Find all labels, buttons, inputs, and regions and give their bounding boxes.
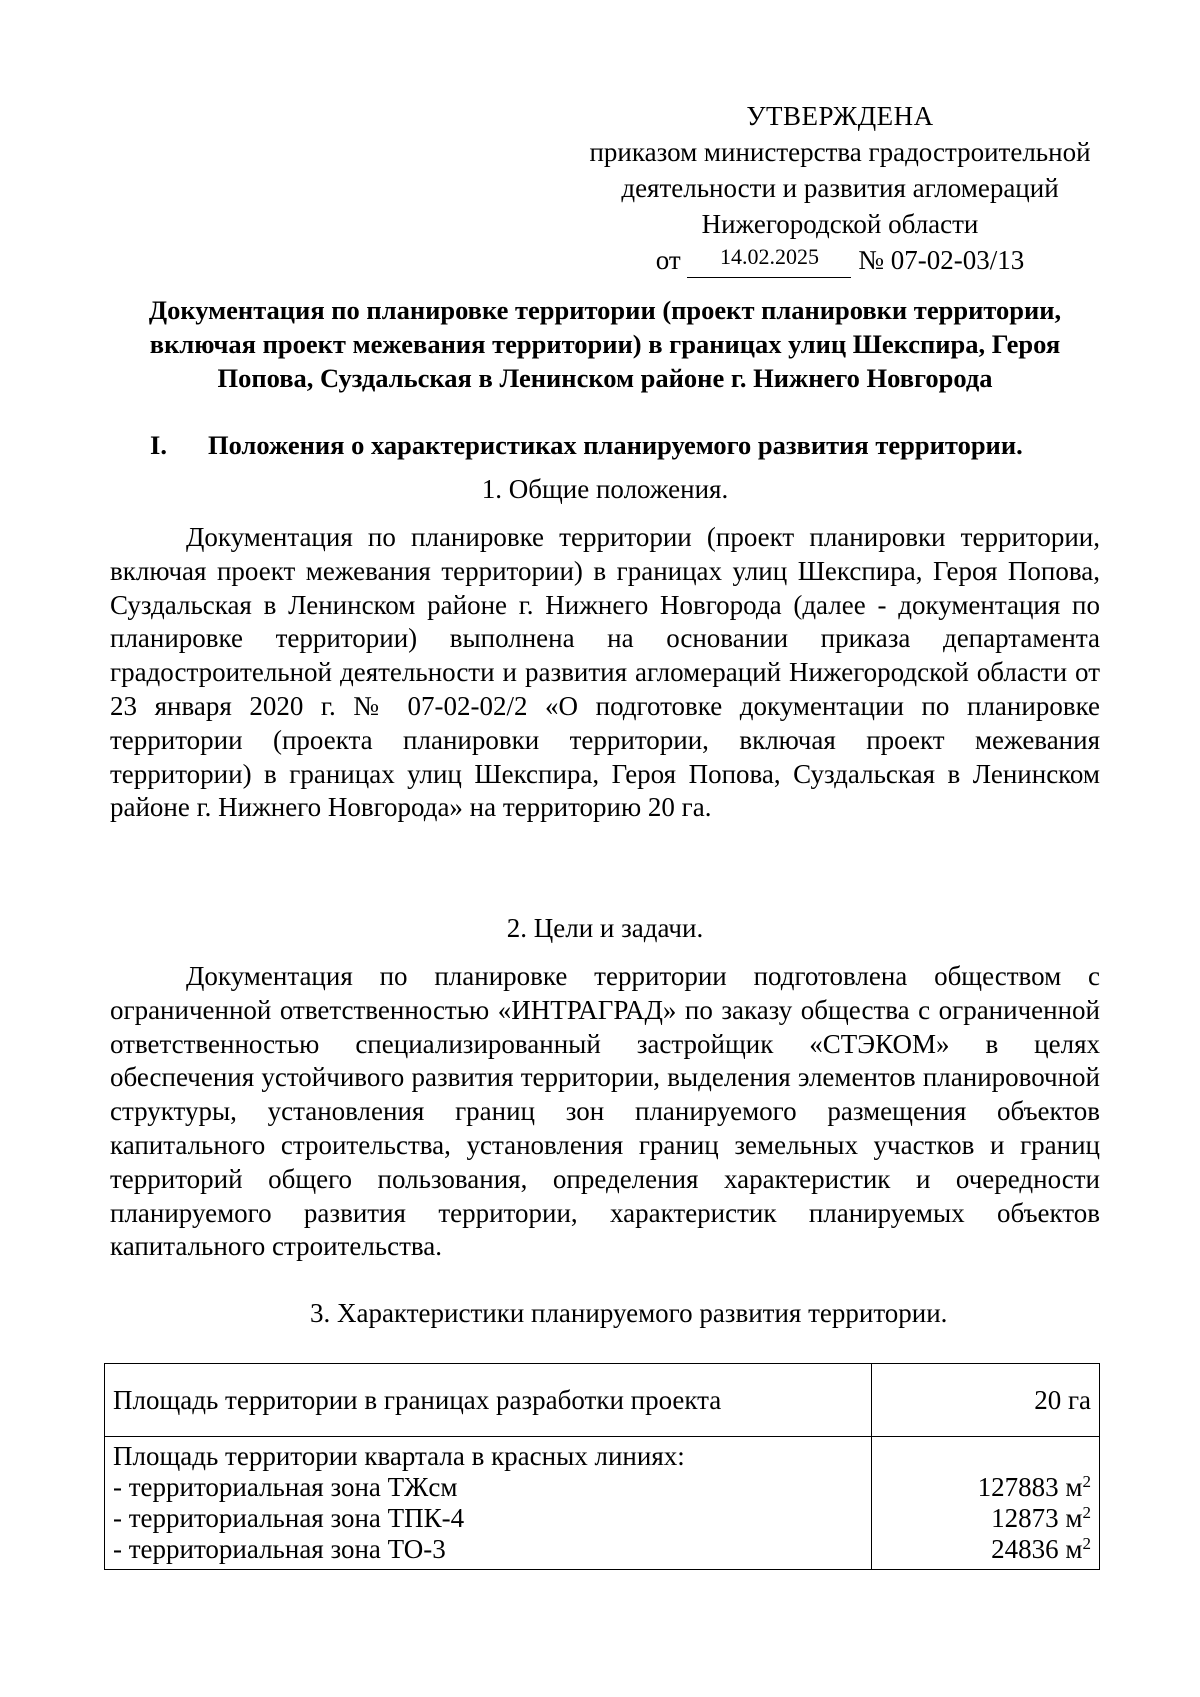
date-prefix: от xyxy=(655,245,681,275)
zone-value: 12873 $м^2$ xyxy=(991,1503,1091,1533)
subsection-1-heading: 1. Общие положения. xyxy=(481,474,729,504)
approval-line: деятельности и развития агломераций xyxy=(621,173,1059,203)
table-cell-value xyxy=(872,1437,1100,1570)
approval-title: УТВЕРЖДЕНА xyxy=(746,101,934,131)
zone-value: 24836 $м^2$ xyxy=(991,1534,1091,1564)
table-cell-label: Площадь территории в границах разработки проекта xyxy=(105,1364,872,1437)
subsection-2-paragraph: Документация по планировке территории подготовлена обществом с ограниченной ответственностью «ИНТРАГРАД» по заказу общества с ограниченной ответственностью специализированный застройщик «СТЭКОМ» в целях обеспечения устойчивого развития территории, выделения элементов планировочной структуры, установления границ зон планируемого размещения объектов капитального строительства, установления границ земельных участков и границ территорий общего пользования, определения характеристик и очередности планируемого развития территории, характеристик планируемых объектов капитального строительства. xyxy=(110,961,1100,1262)
unit-superscript: 2 xyxy=(1082,1472,1091,1491)
table-row xyxy=(105,1437,1100,1570)
approval-date-line xyxy=(560,242,1120,278)
subsection-2-heading: 2. Цели и задачи. xyxy=(506,913,704,943)
approval-date: 14.02.2025 xyxy=(719,244,819,269)
zone-value: 127883 $м^2$ xyxy=(977,1472,1091,1502)
table-row-heading: Площадь территории квартала в красных линиях: xyxy=(113,1441,685,1471)
date-field xyxy=(687,244,851,278)
spacer-line xyxy=(880,1441,1091,1472)
table-cell-label xyxy=(105,1437,872,1570)
document-title: Документация по планировке территории (проект планировки территории, включая проект межевания территории) в границах улиц Шекспира, Героя Попова, Суздальская в Ленинском районе г. Нижнего Новгорода xyxy=(148,295,1062,393)
unit-superscript: 2 xyxy=(1082,1534,1091,1553)
section-title: Положения о характеристиках планируемого развития территории. xyxy=(208,430,1023,460)
approval-line: приказом министерства градостроительной xyxy=(589,137,1091,167)
zone-label: - территориальная зона ТПК-4 xyxy=(113,1503,465,1533)
section-number: I. xyxy=(150,430,167,460)
subsection-3-heading: 3. Характеристики планируемого развития территории. xyxy=(310,1298,948,1328)
zone-label: - территориальная зона ТО-3 xyxy=(113,1534,446,1564)
table-row xyxy=(105,1364,1100,1437)
approval-block xyxy=(560,98,1120,278)
characteristics-table xyxy=(104,1363,1100,1570)
subsection-1-paragraph: Документация по планировке территории (проект планировки территории, включая проект межевания территории) в границах улиц Шекспира, Героя Попова, Суздальская в Ленинском районе г. Нижнего Новгорода (далее - документация по планировке территории) выполнена на основании приказа департамента градостроительной деятельности и развития агломераций Нижегородской области от 23 января 2020 г. № 07-02-02/2 «О подготовке документации по планировке территории (проекта планировки территории, включая проект межевания территории) в границах улиц Шекспира, Героя Попова, Суздальская в Ленинском районе г. Нижнего Новгорода» на территорию 20 га. xyxy=(110,522,1100,823)
approval-line: Нижегородской области xyxy=(701,209,979,239)
section-heading xyxy=(150,428,1100,462)
unit-superscript: 2 xyxy=(1082,1503,1091,1522)
order-number: № 07-02-03/13 xyxy=(858,245,1025,275)
table-cell-value: 20 га xyxy=(872,1364,1100,1437)
zone-label: - территориальная зона ТЖсм xyxy=(113,1472,458,1502)
